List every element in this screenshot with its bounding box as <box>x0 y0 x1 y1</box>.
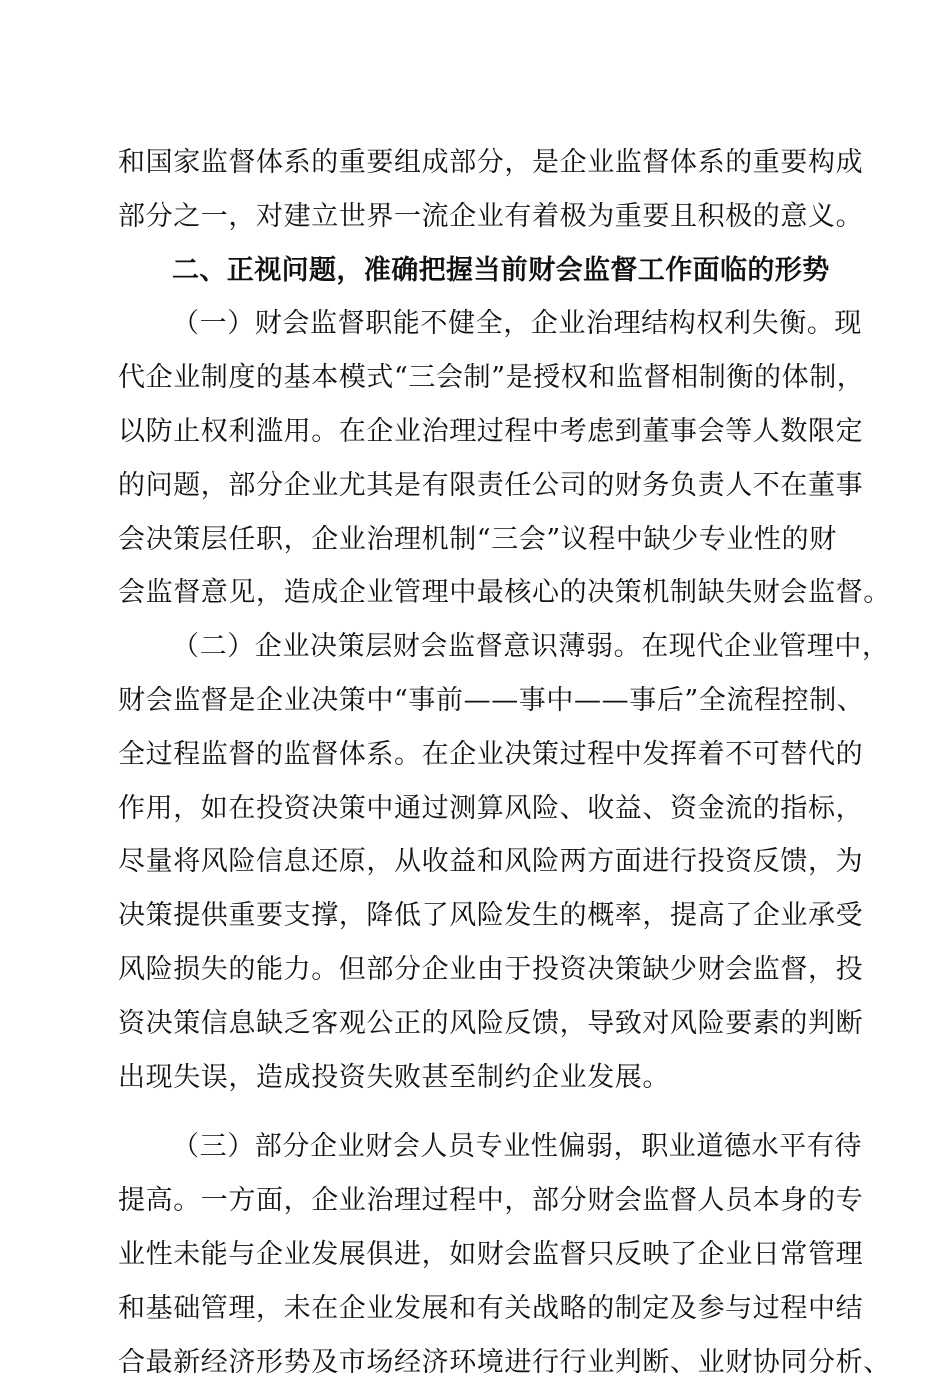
paragraph-line: 以防止权利滥用。在企业治理过程中考虑到董事会等人数限定 <box>118 415 864 447</box>
section-heading: 二、正视问题，准确把握当前财会监督工作面临的形势 <box>172 254 830 286</box>
paragraph-line: 合最新经济形势及市场经济环境进行行业判断、业财协同分析、 <box>118 1346 891 1378</box>
paragraph-line: （二）企业决策层财会监督意识薄弱。在现代企业管理中， <box>172 631 890 663</box>
body-text <box>118 136 891 1389</box>
paragraph-line: 作用，如在投资决策中通过测算风险、收益、资金流的指标， <box>118 792 864 824</box>
paragraph-line: 决策提供重要支撑，降低了风险发生的概率，提高了企业承受 <box>118 900 864 932</box>
paragraph-line: 业性未能与企业发展俱进，如财会监督只反映了企业日常管理 <box>118 1238 864 1270</box>
paragraph-line: （三）部分企业财会人员专业性偏弱，职业道德水平有待 <box>172 1131 862 1163</box>
paragraph-line: 代企业制度的基本模式“三会制”是授权和监督相制衡的体制， <box>118 362 865 394</box>
paragraph-line: 和国家监督体系的重要组成部分，是企业监督体系的重要构成 <box>118 147 864 178</box>
paragraph-line: 资决策信息缺乏客观公正的风险反馈，导致对风险要素的判断 <box>118 1007 864 1039</box>
paragraph-line: 部分之一，对建立世界一流企业有着极为重要且积极的意义。 <box>118 200 864 232</box>
paragraph-line: （一）财会监督职能不健全，企业治理结构权利失衡。现 <box>172 308 862 340</box>
paragraph-line: 会监督意见，造成企业管理中最核心的决策机制缺失财会监督。 <box>118 577 891 609</box>
paragraph-line: 会决策层任职，企业治理机制“三会”议程中缺少专业性的财 <box>118 523 837 555</box>
paragraph-line: 出现失误，造成投资失败甚至制约企业发展。 <box>118 1061 670 1093</box>
paragraph-line: 财会监督是企业决策中“事前——事中——事后”全流程控制、 <box>118 684 865 716</box>
paragraph-line: 的问题，部分企业尤其是有限责任公司的财务负责人不在董事 <box>118 469 864 501</box>
paragraph-line: 尽量将风险信息还原，从收益和风险两方面进行投资反馈，为 <box>118 846 864 878</box>
paragraph-line: 提高。一方面，企业治理过程中，部分财会监督人员本身的专 <box>118 1185 864 1217</box>
paragraph-line: 风险损失的能力。但部分企业由于投资决策缺少财会监督，投 <box>118 953 864 985</box>
paragraph-line: 全过程监督的监督体系。在企业决策过程中发挥着不可替代的 <box>118 738 864 770</box>
paragraph-line: 和基础管理，未在企业发展和有关战略的制定及参与过程中结 <box>118 1292 864 1324</box>
